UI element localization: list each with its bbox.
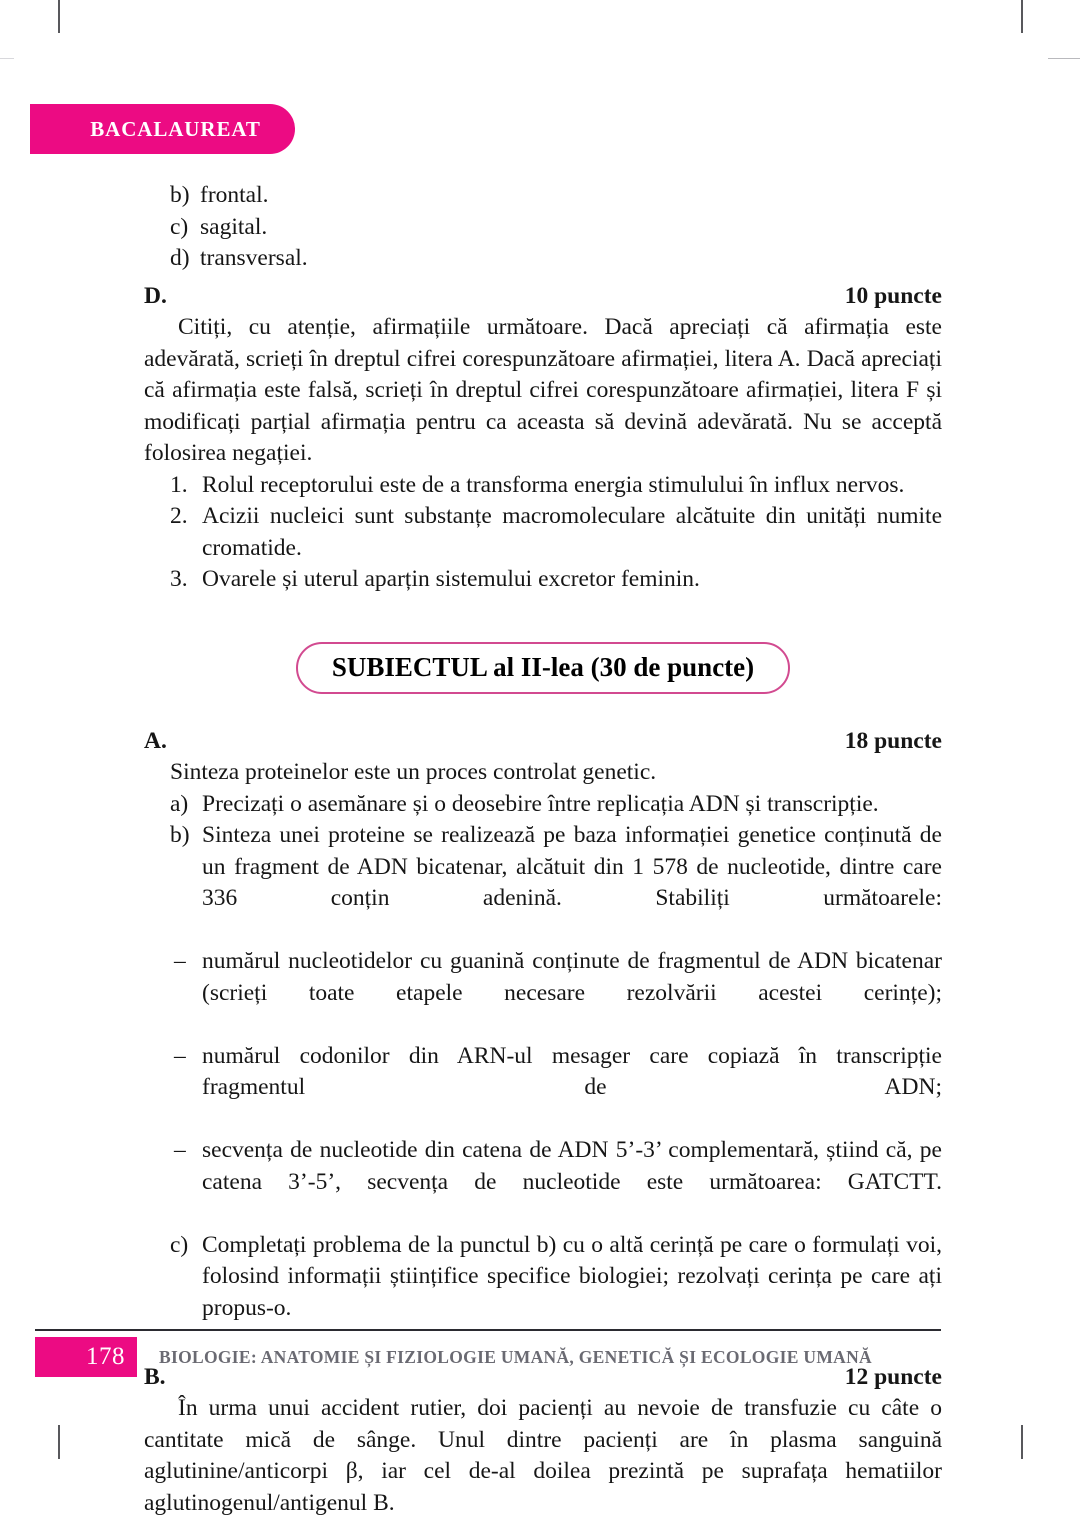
statement-marker: 1. (170, 471, 188, 498)
list-item (170, 789, 942, 821)
list-item (174, 1135, 942, 1230)
options-continued-list (144, 180, 942, 275)
section-a-points: 18 puncte (844, 727, 942, 754)
section-b-points: 12 puncte (844, 1363, 942, 1390)
crop-mark-top-left-horizontal (0, 58, 14, 59)
section-d-points: 10 puncte (844, 282, 942, 309)
section-a-subitems (144, 946, 942, 1230)
crop-mark-top-left (58, 0, 60, 33)
section-a-intro: Sinteza proteinelor este un proces controlat genetic. (170, 759, 657, 785)
list-item (170, 180, 942, 212)
dash-marker: – (174, 1137, 186, 1163)
list-item (170, 501, 942, 564)
footer (35, 1337, 945, 1377)
list-item (170, 243, 942, 275)
page-number-box (35, 1337, 137, 1377)
list-item (170, 212, 942, 244)
dash-text: numărul codonilor din ARN-ul mesager care copiază în transcripție fragmentul de ADN; (202, 1042, 942, 1100)
subject-heading-wrapper (144, 642, 942, 694)
option-marker: c) (170, 213, 189, 240)
item-marker: c) (170, 1231, 189, 1258)
option-marker: b) (170, 182, 190, 208)
list-item (174, 946, 942, 1041)
item-marker: a) (170, 790, 189, 817)
crop-mark-top-right-horizontal (1048, 58, 1080, 59)
option-text: frontal. (200, 182, 269, 208)
statement-marker: 2. (170, 503, 188, 529)
dash-text: numărul nucleotidelor cu guanină conținute de fragmentul de ADN bicatenar (scrieți toate etapele necesare rezolvării acestei cerințe); (202, 948, 942, 1006)
section-a-items (144, 789, 942, 947)
list-item (174, 1041, 942, 1136)
section-b-paragraph: În urma unui accident rutier, doi pacienți au nevoie de transfuzie cu câte o cantitate mică de sânge. Unul dintre pacienți are în plasma sanguină aglutinine/anticorpi β, iar cel de-al doilea prezintă pe suprafața hematiilor aglutinogenul/antigenul B. (144, 1395, 942, 1516)
item-marker: b) (170, 822, 190, 848)
dash-marker: – (174, 1042, 186, 1069)
statement-marker: 3. (170, 566, 188, 592)
section-b-label: B. (144, 1363, 166, 1390)
option-marker: d) (170, 245, 190, 271)
section-d-intro: Citiți, cu atenție, afirmațiile următoare. Dacă apreciați că afirmația este adevărată, scrieți în dreptul cifrei corespunzătoare afirmației, litera A. Dacă apreciați că afirmația este falsă, scrieți în dreptul cifrei corespunzătoare afirmației, litera F și modificați parțial afirmația pentru ca aceasta să devină adevărată. Nu se acceptă folosirea negației. (144, 314, 942, 466)
list-item (170, 564, 942, 596)
page-content (144, 180, 942, 1519)
crop-mark-top-right (1021, 0, 1023, 33)
section-a-header (144, 726, 942, 758)
bacalaureat-tab-label: BACALAUREAT (90, 116, 261, 141)
list-item (170, 820, 942, 946)
page-number: 178 (86, 1343, 125, 1370)
section-d-header (144, 281, 942, 313)
section-d-statements (144, 470, 942, 596)
statement-text: Rolul receptorului este de a transforma energia stimulului în influx nervos. (202, 471, 905, 498)
dash-text: secvența de nucleotide din catena de ADN 5’-3’ complementară, știind că, pe catena 3’-5’, secvența de nucleotide este următoarea: GATCTT. (202, 1137, 942, 1195)
dash-marker: – (174, 948, 186, 974)
footer-title: BIOLOGIE: ANATOMIE ȘI FIZIOLOGIE UMANĂ, GENETICĂ ȘI ECOLOGIE UMANĂ (159, 1346, 872, 1367)
statement-text: Ovarele și uterul aparțin sistemului excretor feminin. (202, 566, 700, 592)
option-text: transversal. (200, 245, 308, 271)
section-d-label: D. (144, 282, 167, 309)
section-a-label: A. (144, 727, 167, 754)
crop-mark-bottom-right (1021, 1425, 1023, 1459)
statement-text: Acizii nucleici sunt substanțe macromoleculare alcătuite din unități numite cromatide. (202, 503, 942, 561)
subject-heading: SUBIECTUL al II-lea (30 de puncte) (296, 642, 790, 694)
crop-mark-bottom-left (58, 1425, 60, 1459)
list-item (170, 470, 942, 502)
option-text: sagital. (200, 213, 268, 240)
item-text: Completați problema de la punctul b) cu o altă cerință pe care o formulați voi, folosind informații științifice specifice biologiei; rezolvați cerința pe care ați propus-o. (202, 1231, 942, 1321)
footer-rule (35, 1329, 941, 1331)
bacalaureat-tab (30, 104, 295, 154)
item-text: Sinteza unei proteine se realizează pe baza informației genetice conținută de un fragment de ADN bicatenar, alcătuit din 1 578 de nucleotide, dintre care 336 conțin adenină. Stabiliți următoarele: (202, 822, 942, 911)
item-text: Precizați o asemănare și o deosebire între replicația ADN și transcripție. (202, 790, 879, 817)
